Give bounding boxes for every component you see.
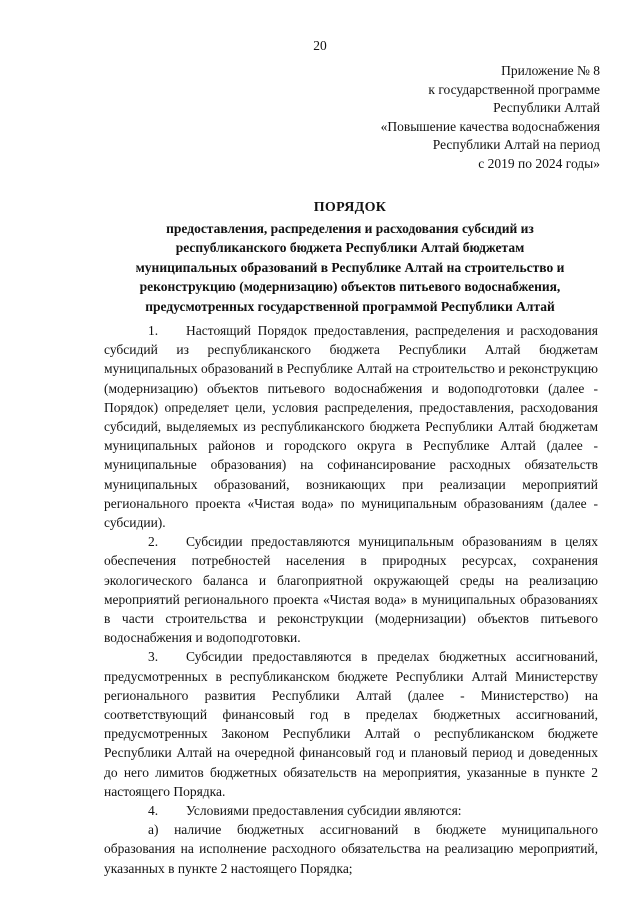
paragraph-number: 4. [148, 803, 159, 819]
paragraph-text: Условиями предоставления субсидии являются: [186, 803, 462, 819]
appendix-header [240, 62, 600, 174]
paragraph-text: а) наличие бюджетных ассигнований в бюджете муниципального образования на исполнение расходного обязательства на реализацию мероприятий, указанных в пункте 2 настоящего Порядка; [104, 822, 598, 876]
paragraph-text: Субсидии предоставляются в пределах бюджетных ассигнований, предусмотренных в республиканском бюджете Республики Алтай Министерству регионального развития Республики Алтай (далее - Министерство) на соответствующий финансовый год в пределах бюджетных ассигнований, предусмотренных Законом Республики Алтай о республиканском бюджете Республики Алтай на очередной финансовый год и плановый период и доведенных до него лимитов бюджетных обязательств на мероприятия, указанные в пункте 2 настоящего Порядка. [104, 649, 598, 799]
paragraph-text: Настоящий Порядок предоставления, распределения и расходования субсидий из республиканского бюджета Республики Алтай бюджетам муниципальных образований в Республике Алтай на строительство и реконструкцию (модернизацию) объектов питьевого водоснабжения и водоподготовки (далее - Порядок) определяет цели, условия распределения, предоставления, расходования субсидий, выделяемых из республиканского бюджета Республики Алтай бюджетам муниципальных районов и городского округа в Республике Алтай (далее - муниципальные образования) на софинансирование расходных обязательств муниципальных образований, возникающих при реализации мероприятий регионального проекта «Чистая вода» по муниципальным образованиям (далее - субсидии). [104, 323, 598, 531]
subtitle-line: республиканского бюджета Республики Алтай бюджетам [175, 240, 525, 256]
appendix-line: с 2019 по 2024 годы» [478, 155, 600, 171]
paragraph-number: 1. [148, 323, 159, 338]
paragraph-3 [104, 647, 598, 801]
appendix-line: «Повышение качества водоснабжения [380, 118, 600, 134]
paragraph-text: Субсидии предоставляются муниципальным образованиям в целях обеспечения потребностей населения в природных ресурсах, сохранения экологического баланса и благоприятной окружающей среды на реализацию мероприятий регионального проекта «Чистая вода» в муниципальных образованиях в части строительства и реконструкции (модернизации) объектов питьевого водоснабжения и водоподготовки. [104, 534, 598, 646]
page-number: 20 [313, 38, 327, 53]
document-subtitle [100, 219, 600, 316]
appendix-line: Республики Алтай [493, 100, 600, 116]
appendix-line: Приложение № 8 [501, 63, 600, 78]
document-body [104, 321, 598, 878]
document-title: ПОРЯДОК [313, 200, 387, 215]
subtitle-line: предусмотренных государственной программой Республики Алтай [145, 298, 555, 314]
subtitle-line: муниципальных образований в Республике Алтай на строительство и [135, 259, 565, 275]
subtitle-line: предоставления, распределения и расходования субсидий из [166, 221, 534, 236]
paragraph-2 [104, 532, 598, 647]
subtitle-line: реконструкцию (модернизацию) объектов питьевого водоснабжения, [139, 279, 561, 295]
paragraph-1 [104, 321, 598, 532]
appendix-line: к государственной программе [428, 81, 600, 97]
paragraph-number: 3. [148, 649, 159, 665]
paragraph-4a [104, 820, 598, 878]
appendix-line: Республики Алтай на период [432, 137, 600, 153]
paragraph-number: 2. [148, 534, 159, 550]
paragraph-4 [104, 801, 598, 820]
